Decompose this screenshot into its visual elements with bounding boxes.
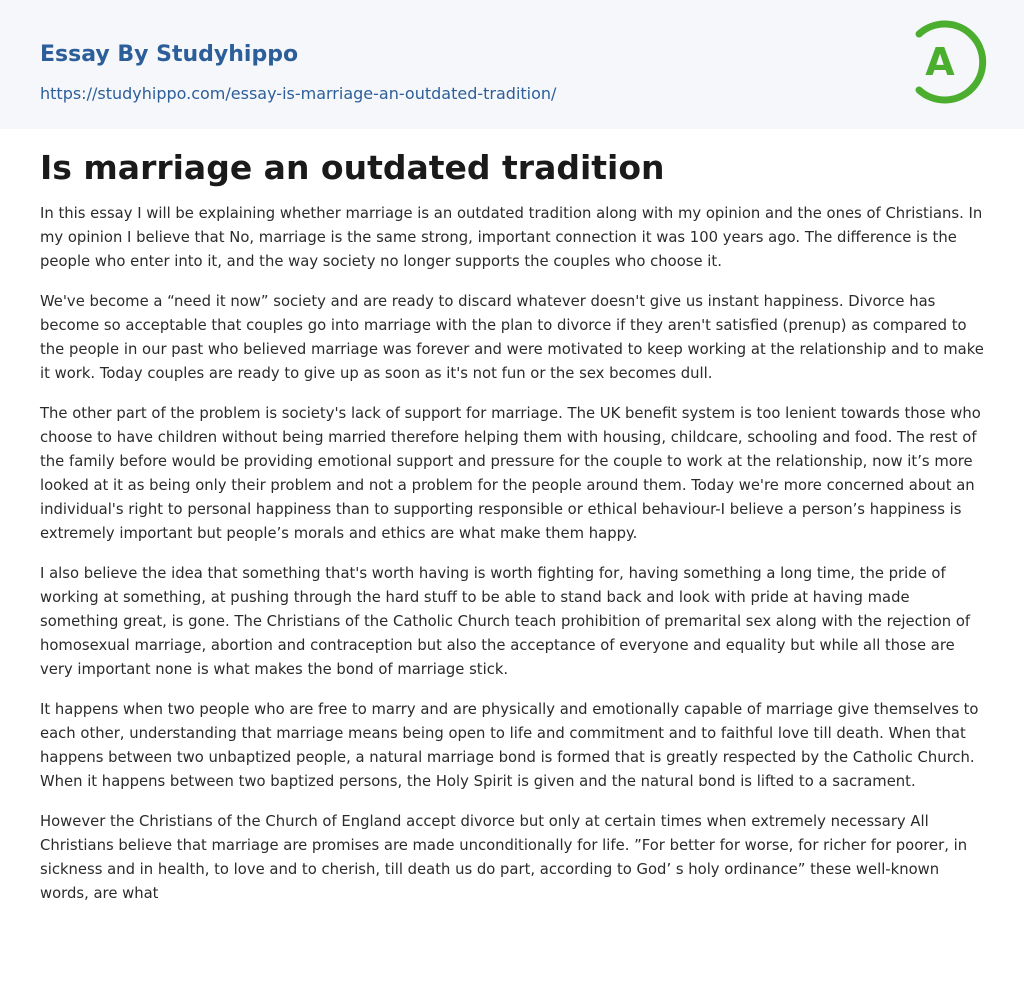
site-header	[0, 0, 1024, 129]
studyhippo-logo[interactable]	[910, 18, 988, 106]
essay-paragraph: The other part of the problem is society's lack of support for marriage. The UK benefit system is too lenient towards those who choose to have children without being married therefore helping them with housing, childcare, schooling and food. The rest of the family before would be providing emotional support and pressure for the couple to work at the relationship, now it’s more looked at it as being only their problem and not a problem for the people around them. Today we're more concerned about an individual's right to personal happiness than to supporting responsible or ethical behaviour-I believe a person’s happiness is extremely important but people’s morals and ethics are what make them happy.	[40, 405, 981, 542]
essay-paragraph: In this essay I will be explaining whether marriage is an outdated tradition along with my opinion and the ones of Christians. In my opinion I believe that No, marriage is the same strong, important connection it was 100 years ago. The difference is the people who enter into it, and the way society no longer supports the couples who choose it.	[40, 205, 983, 270]
page-title: Is marriage an outdated tradition	[40, 148, 665, 187]
essay-paragraph: It happens when two people who are free to marry and are physically and emotionally capable of marriage give themselves to each other, understanding that marriage means being open to life and commitment and to faithful love till death. When that happens between two unbaptized people, a natural marriage bond is formed that is greatly respected by the Catholic Church. When it happens between two baptized persons, the Holy Spirit is given and the natural bond is lifted to a sacrament.	[40, 701, 979, 790]
logo-letter: A	[925, 40, 955, 84]
essay-paragraph: However the Christians of the Church of England accept divorce but only at certain times when extremely necessary All Christians believe that marriage are promises are made unconditionally for life. ”For better for worse, for richer for poorer, in sickness and in health, to love and to cherish, till death us do part, according to God’ s holy ordinance” these well-known words, are what	[40, 813, 968, 902]
essay-content	[40, 146, 984, 922]
brand-title[interactable]: Essay By Studyhippo	[40, 42, 299, 67]
essay-paragraph: We've become a “need it now” society and are ready to discard whatever doesn't give us instant happiness. Divorce has become so acceptable that couples go into marriage with the plan to divorce if they aren't satisfied (prenup) as compared to the people in our past who believed marriage was forever and were motivated to keep working at the relationship and to make it work. Today couples are ready to give up as soon as it's not fun or the sex becomes dull.	[40, 293, 984, 382]
essay-paragraph: I also believe the idea that something that's worth having is worth fighting for, having something a long time, the pride of working at something, at pushing through the hard stuff to be able to stand back and look with pride at having made something great, is gone. The Christians of the Catholic Church teach prohibition of premarital sex along with the rejection of homosexual marriage, abortion and contraception but also the acceptance of everyone and equality but while all those are very important none is what makes the bond of marriage stick.	[40, 565, 971, 678]
source-url-link[interactable]: https://studyhippo.com/essay-is-marriage-an-outdated-tradition/	[40, 84, 557, 103]
